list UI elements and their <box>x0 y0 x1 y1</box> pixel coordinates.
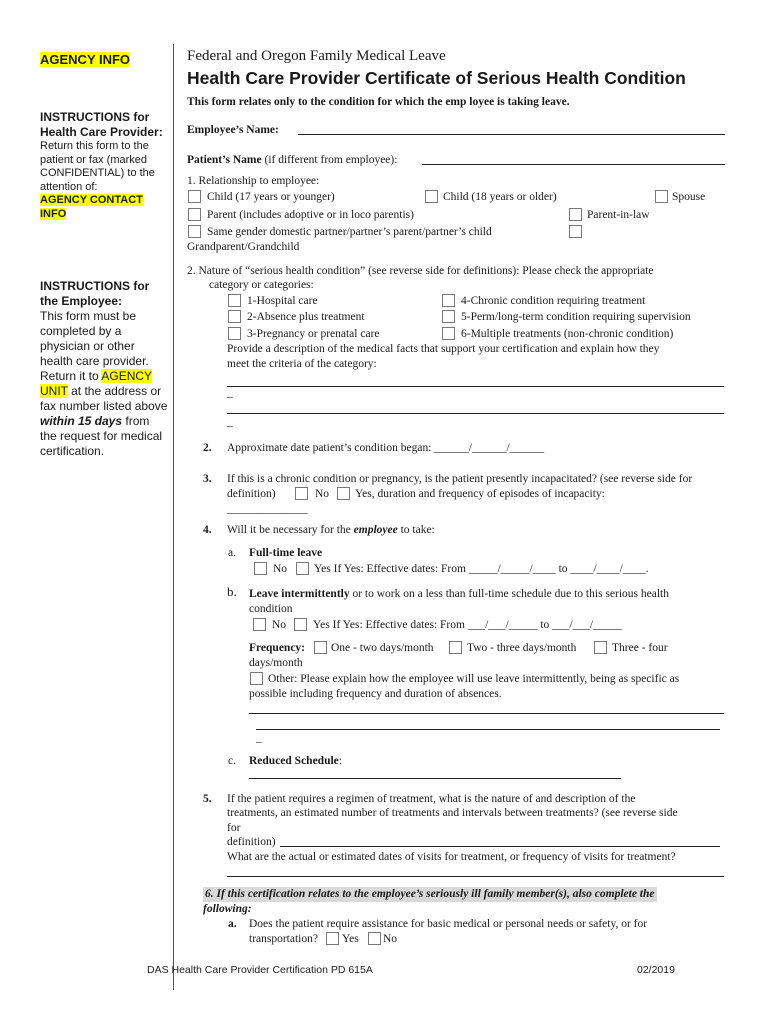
checkbox-cat6[interactable] <box>442 327 455 340</box>
q6a-text: Does the patient require assistance for basic medical or personal needs or safety, or for <box>249 918 648 930</box>
dash: – <box>256 736 262 748</box>
checkbox-freq-3[interactable] <box>594 641 607 654</box>
reduced-schedule-field[interactable] <box>249 778 621 779</box>
q4b-letter: b. <box>227 584 237 599</box>
checkbox-q6a-yes[interactable] <box>326 932 339 945</box>
frequency-1: One - two days/month <box>331 642 434 654</box>
form-note: This form relates only to the condition for which the emp loyee is taking leave. <box>187 96 570 108</box>
q4b-explain-line-1[interactable] <box>249 713 724 714</box>
checkbox-q4a-no[interactable] <box>254 562 267 575</box>
checkbox-cat5[interactable] <box>442 310 455 323</box>
option-grandparent: Grandparent/Grandchild <box>187 241 300 253</box>
checkbox-parent-in-law[interactable] <box>569 208 582 221</box>
checkbox-cat1[interactable] <box>228 294 241 307</box>
q3-blank: ______________ <box>227 503 308 515</box>
option-child18: Child (18 years or older) <box>443 191 557 203</box>
checkbox-parent[interactable] <box>188 208 201 221</box>
option-parent: Parent (includes adoptive or in loco parentis) <box>207 209 414 221</box>
q6-heading-cont: following: <box>203 903 252 915</box>
checkbox-q4b-yes[interactable] <box>294 618 307 631</box>
q6a-letter: a. <box>228 918 237 930</box>
employee-instructions-text: This form must be completed by a physician or other health care provider. Return it to AGENCY UNIT at the address or fax number listed above within 15 days from the request for medical certification. <box>40 309 168 458</box>
agency-unit-placeholder: AGENCY UNIT <box>40 369 153 398</box>
q6a-text-cont: transportation? <box>249 933 318 945</box>
checkbox-q4b-no[interactable] <box>253 618 266 631</box>
q4b-text: Leave intermittently or to work on a less than full-time schedule due to this serious health <box>249 588 669 600</box>
employee-instructions-heading: INSTRUCTIONS for the Employee: <box>40 279 150 308</box>
q5-text-3: for <box>227 822 241 834</box>
q6a-no-label: No <box>383 933 398 945</box>
q4b-explain-line-2[interactable] <box>256 729 720 730</box>
q2b-number: 2. <box>203 442 212 454</box>
q5-text-5: What are the actual or estimated dates of visits for treatment, or frequency of visits for treatment? <box>227 851 676 863</box>
q2-description-prompt-cont: meet the criteria of the category: <box>227 358 377 370</box>
q5-text: If the patient requires a regimen of treatment, what is the nature of and description of the <box>227 793 636 805</box>
q2b-text: Approximate date patient’s condition began: ______/______/______ <box>227 442 545 454</box>
column-divider <box>173 44 174 990</box>
form-title: Health Care Provider Certificate of Serious Health Condition <box>187 68 686 88</box>
q3-yes-label: Yes, duration and frequency of episodes of incapacity: <box>355 488 605 500</box>
checkbox-grandparent[interactable] <box>569 225 582 238</box>
frequency-3-cont: days/month <box>249 657 303 669</box>
category-6: 6-Multiple treatments (non-chronic condition) <box>461 328 674 340</box>
q2-label-cont: category or categories: <box>209 279 314 291</box>
category-1: 1-Hospital care <box>247 295 318 307</box>
q4a-yes-dates: Yes If Yes: Effective dates: From _____/_____/____ to ____/____/____. <box>314 563 649 575</box>
q2-description-prompt: Provide a description of the medical facts that support your certification and explain how they <box>227 343 660 355</box>
q5-number: 5. <box>203 793 212 805</box>
q4c-title: Reduced Schedule: <box>249 755 342 767</box>
checkbox-cat3[interactable] <box>228 327 241 340</box>
checkbox-freq-1[interactable] <box>314 641 327 654</box>
q2-description-line-2[interactable] <box>227 413 724 414</box>
frequency-other: Other: Please explain how the employee will use leave intermittently, being as specific as <box>268 673 680 685</box>
provider-instructions-heading: INSTRUCTIONS for Health Care Provider: <box>40 110 163 139</box>
checkbox-q3-no[interactable] <box>295 487 308 500</box>
footer-form-id: DAS Health Care Provider Certification PD 615A <box>147 964 373 976</box>
q4a-no-label: No <box>273 563 288 575</box>
dash: – <box>227 420 233 432</box>
q5-treatment-field[interactable] <box>280 846 720 847</box>
checkbox-freq-other[interactable] <box>250 672 263 685</box>
checkbox-domestic-partner[interactable] <box>188 225 201 238</box>
employee-name-field[interactable] <box>298 134 725 135</box>
q4b-yes-dates: Yes If Yes: Effective dates: From ___/___/_____ to ___/___/_____ <box>313 619 622 631</box>
form-subtitle: Federal and Oregon Family Medical Leave <box>187 48 446 64</box>
q5-text-4: definition) <box>227 836 276 848</box>
q4-text: Will it be necessary for the employee to take: <box>227 524 435 536</box>
dash: – <box>227 391 233 403</box>
option-spouse: Spouse <box>672 191 706 203</box>
q2-label: 2. Nature of “serious health condition” (see reverse side for definitions): Please check the appropriate <box>187 265 654 277</box>
q1-label: 1. Relationship to employee: <box>187 175 320 187</box>
frequency-other-cont: possible including frequency and duration of absences. <box>249 688 502 700</box>
checkbox-spouse[interactable] <box>655 190 668 203</box>
q4b-text-cont: condition <box>249 603 293 615</box>
q4-number: 4. <box>203 524 212 536</box>
checkbox-cat4[interactable] <box>442 294 455 307</box>
q6-heading: 6. If this certification relates to the employee’s seriously ill family member(s), also complete the <box>205 888 655 900</box>
option-domestic-partner: Same gender domestic partner/partner’s parent/partner’s child <box>207 226 492 238</box>
q5-text-2: treatments, an estimated number of treatments and intervals between treatments? (see reverse side <box>227 807 678 819</box>
patient-name-field[interactable] <box>422 164 725 165</box>
category-4: 4-Chronic condition requiring treatment <box>461 295 646 307</box>
footer-date: 02/2019 <box>637 964 675 976</box>
q3-text: If this is a chronic condition or pregnancy, is the patient presently incapacitated? (see reverse side for <box>227 473 693 485</box>
q4c-letter: c. <box>228 755 236 767</box>
checkbox-q6a-no[interactable] <box>368 932 381 945</box>
q4b-no-label: No <box>272 619 287 631</box>
category-5: 5-Perm/long-term condition requiring supervision <box>461 311 691 323</box>
provider-instructions-text: Return this form to the patient or fax (marked CONFIDENTIAL) to the attention of: <box>40 140 155 193</box>
agency-contact-placeholder: AGENCY CONTACT INFO <box>40 194 143 220</box>
agency-info-placeholder: AGENCY INFO <box>40 52 131 67</box>
q4a-letter: a. <box>228 547 236 559</box>
checkbox-child18[interactable] <box>425 190 438 203</box>
category-3: 3-Pregnancy or prenatal care <box>247 328 380 340</box>
q3-number: 3. <box>203 473 212 485</box>
checkbox-q4a-yes[interactable] <box>296 562 309 575</box>
option-child17: Child (17 years or younger) <box>207 191 335 203</box>
checkbox-child17[interactable] <box>188 190 201 203</box>
employee-name-row: Employee’s Name: <box>187 124 279 136</box>
q3-text-cont: definition) <box>227 488 276 500</box>
q6a-yes-label: Yes <box>342 933 359 945</box>
frequency-2: Two - three days/month <box>467 642 577 654</box>
checkbox-cat2[interactable] <box>228 310 241 323</box>
q4a-title: Full-time leave <box>249 547 323 559</box>
category-2: 2-Absence plus treatment <box>247 311 365 323</box>
frequency-3: Three - four <box>612 642 668 654</box>
checkbox-freq-2[interactable] <box>449 641 462 654</box>
frequency-label: Frequency: <box>249 642 306 654</box>
sidebar <box>40 52 168 459</box>
q5-visits-field[interactable] <box>227 876 724 877</box>
q2-description-line-1[interactable] <box>227 386 724 387</box>
q3-no-label: No <box>315 488 330 500</box>
checkbox-q3-yes[interactable] <box>337 487 350 500</box>
patient-name-row: Patient’s Name (if different from employee): <box>187 154 398 166</box>
option-parent-in-law: Parent-in-law <box>587 209 650 221</box>
